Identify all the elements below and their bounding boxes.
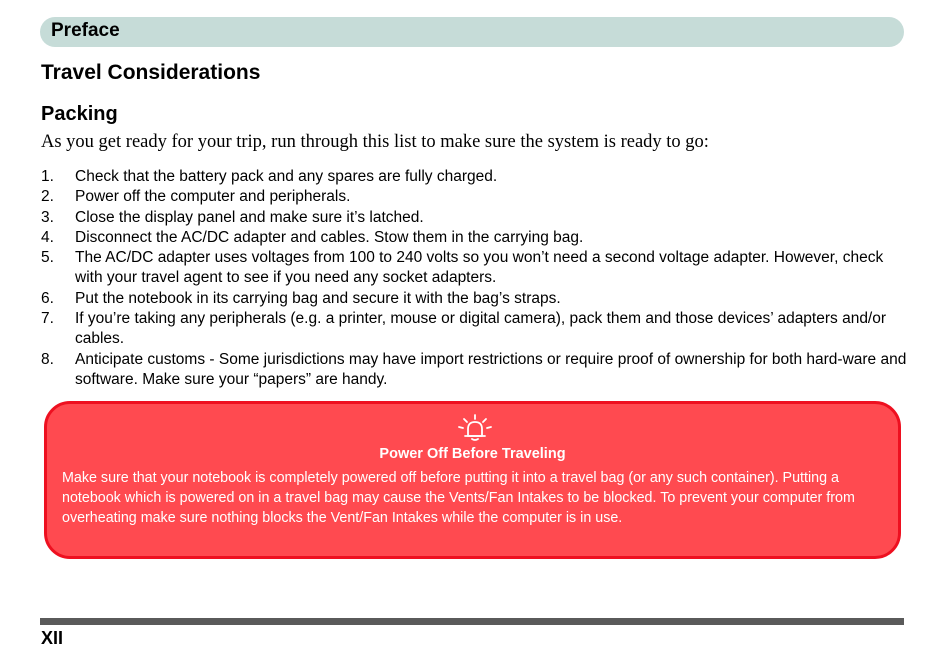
footer-divider	[40, 618, 904, 625]
list-item-number: 7.	[41, 310, 54, 328]
list-item-number: 3.	[41, 208, 54, 226]
list-item-text: Put the notebook in its carrying bag and secure it with the bag’s straps.	[75, 289, 561, 307]
list-item	[41, 228, 907, 248]
list-item-number: 2.	[41, 188, 54, 206]
list-item-number: 5.	[41, 249, 54, 267]
list-item	[41, 309, 907, 350]
list-item-text: Anticipate customs - Some jurisdictions may have import restrictions or require proof of ownership for both hard-ware and software. Make sure your “papers” are handy.	[75, 350, 907, 388]
section-header-bar	[40, 17, 904, 47]
intro-paragraph: As you get ready for your trip, run through this list to make sure the system is ready to go:	[41, 132, 709, 152]
list-item	[41, 187, 907, 207]
list-item-text: Disconnect the AC/DC adapter and cables. Stow them in the carrying bag.	[75, 228, 584, 246]
section-title: Preface	[51, 20, 120, 41]
list-item	[41, 208, 907, 228]
warning-body: Make sure that your notebook is completely powered off before putting it into a travel bag (or any such container). Putting a notebook which is powered on in a travel bag may cause the Vents/Fan Intakes to be blocked. To prevent your computer from overheating make sure nothing blocks the Vent/Fan Intakes while the computer is in use.	[62, 470, 855, 526]
warning-title: Power Off Before Traveling	[379, 446, 566, 462]
page-number: XII	[41, 628, 64, 648]
list-item-text: The AC/DC adapter uses voltages from 100 to 240 volts so you won’t need a second voltage adapter. However, check with your travel agent to see if you need any socket adapters.	[75, 249, 884, 287]
list-item-number: 8.	[41, 350, 54, 368]
list-item-text: Check that the battery pack and any spares are fully charged.	[75, 168, 498, 185]
list-item-number: 4.	[41, 228, 54, 246]
page-title: Travel Considerations	[41, 61, 261, 84]
packing-checklist	[41, 167, 907, 390]
list-item-number: 6.	[41, 289, 54, 307]
list-item	[41, 167, 907, 187]
list-item	[41, 350, 907, 391]
section-subtitle: Packing	[41, 103, 118, 125]
alarm-bell-icon	[457, 414, 493, 442]
list-item-text: Close the display panel and make sure it’s latched.	[75, 208, 424, 226]
list-item-text: If you’re taking any peripherals (e.g. a printer, mouse or digital camera), pack them and those devices’ adapters and/or cables.	[75, 310, 887, 348]
list-item	[41, 289, 907, 309]
list-item	[41, 248, 907, 289]
list-item-number: 1.	[41, 168, 54, 185]
warning-box	[44, 401, 901, 559]
list-item-text: Power off the computer and peripherals.	[75, 188, 351, 206]
